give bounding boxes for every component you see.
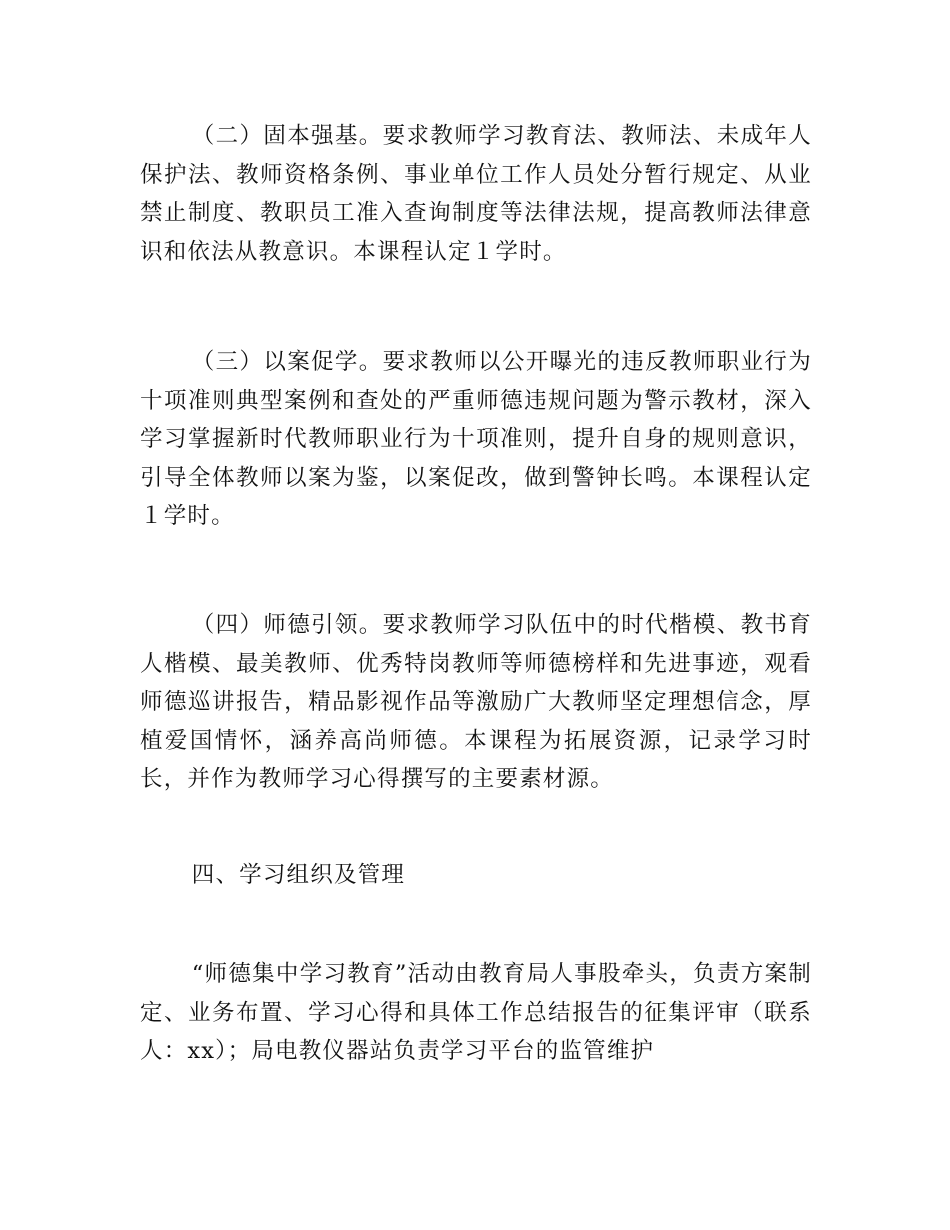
paragraph-organization-details: “师德集中学习教育”活动由教育局人事股牵头，负责方案制定、业务布置、学习心得和具体工作总结报告的征集评审（联系人：xx）；局电教仪器站负责学习平台的监管维护 — [140, 961, 812, 1064]
paragraph-consolidate-foundation: （二）固本强基。要求教师学习教育法、教师法、未成年人保护法、教师资格条例、事业单位工作人员处分暂行规定、从业禁止制度、教职员工准入查询制度等法律法规，提高教师法律意识和依法从教意识。本课程认定１学时。 — [140, 123, 812, 265]
section-heading-organization: 四、学习组织及管理 — [191, 862, 406, 888]
paragraph-learn-from-cases: （三）以案促学。要求教师以公开曝光的违反教师职业行为十项准则典型案例和查处的严重师德违规问题为警示教材，深入学习掌握新时代教师职业行为十项准则，提升自身的规则意识，引导全体教师以案为鉴，以案促改，做到警钟长鸣。本课程认定１学时。 — [140, 349, 812, 529]
paragraph-ethics-leadership: （四）师德引领。要求教师学习队伍中的时代楷模、教书育人楷模、最美教师、优秀特岗教师等师德榜样和先进事迹，观看师德巡讲报告，精品影视作品等激励广大教师坚定理想信念，厚植爱国情怀，涵养高尚师德。本课程为拓展资源，记录学习时长，并作为教师学习心得撰写的主要素材源。 — [140, 612, 812, 792]
